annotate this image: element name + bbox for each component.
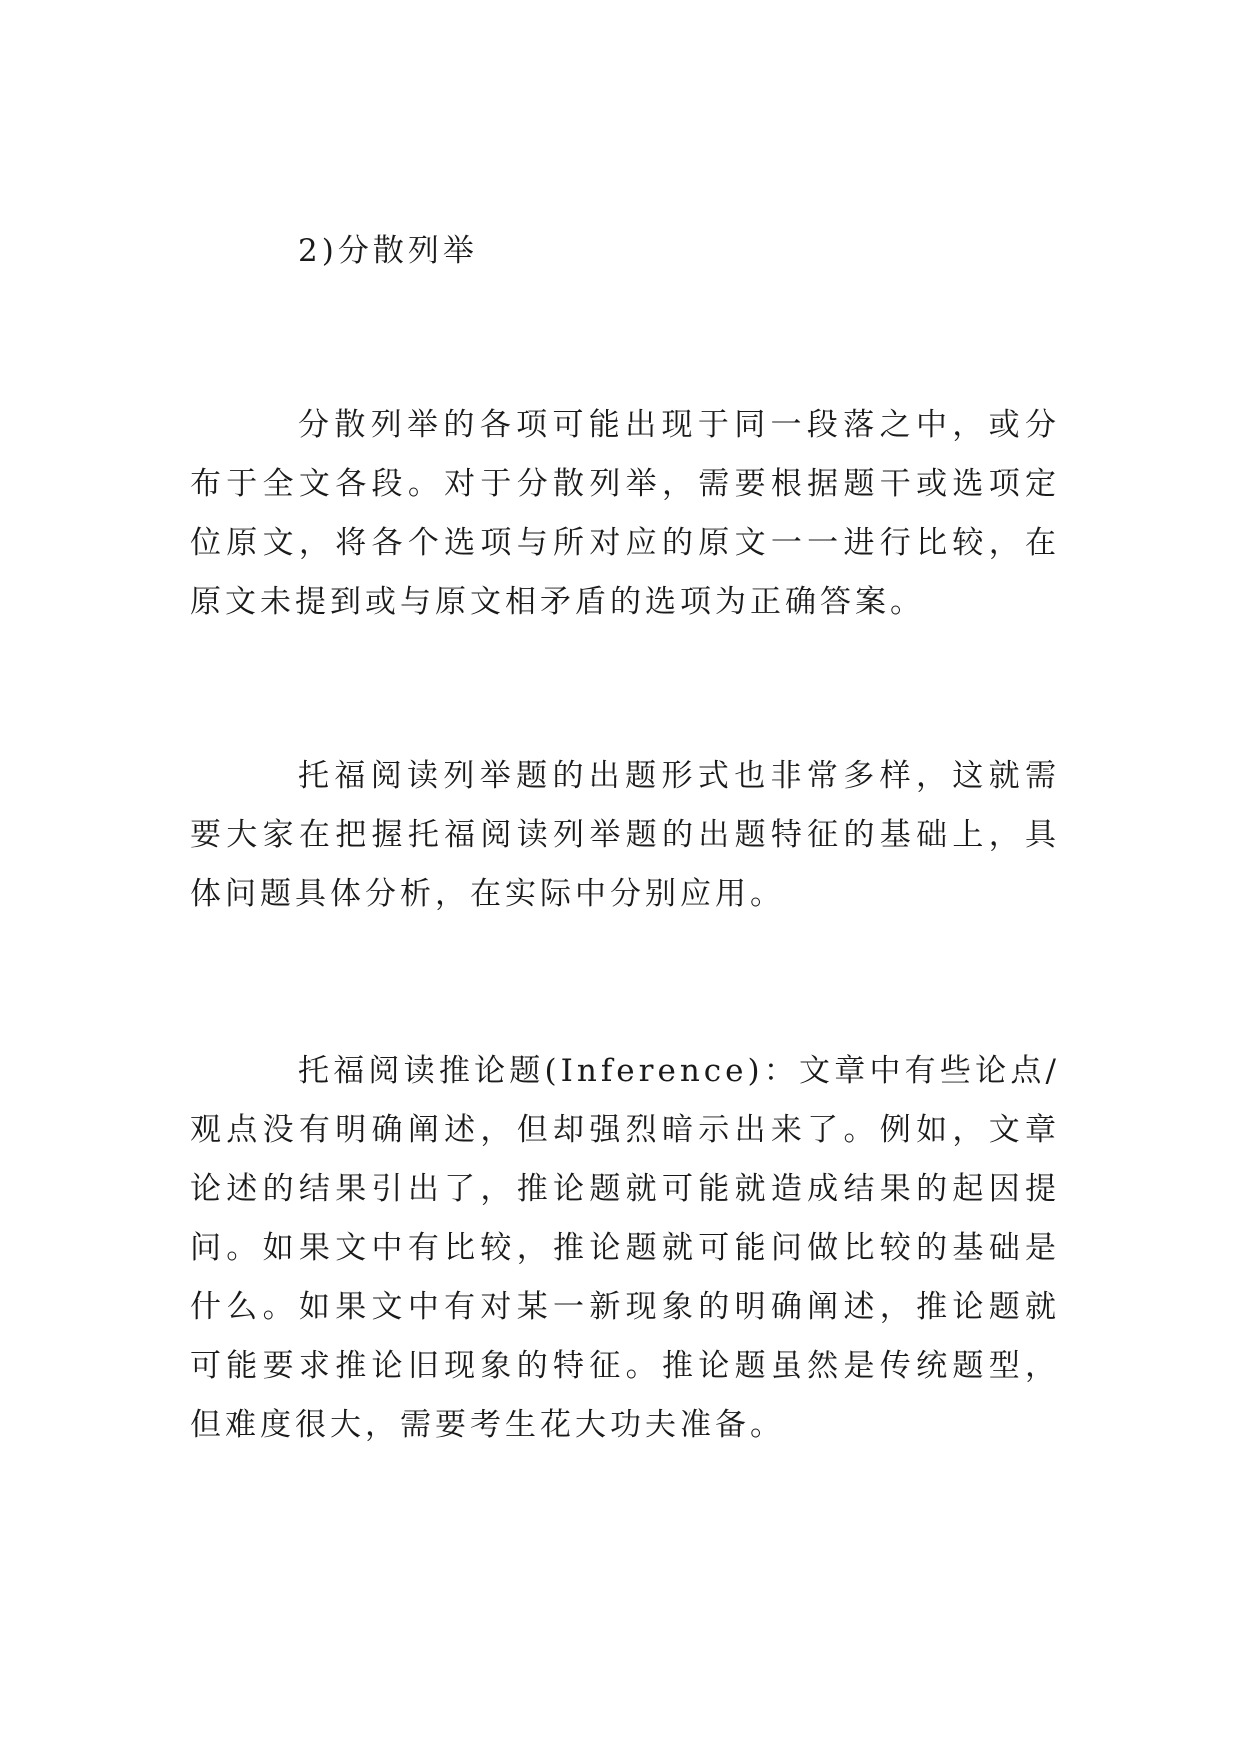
- section-heading: 2)分散列举: [298, 233, 478, 269]
- paragraph-listing-question-forms: 托福阅读列举题的出题形式也非常多样，这就需要大家在把握托福阅读列举题的出题特征的基础上，具体问题具体分析，在实际中分别应用。: [190, 758, 1060, 912]
- paragraph-inference-question: 托福阅读推论题(Inference)：文章中有些论点/观点没有明确阐述，但却强烈暗示出来了。例如，文章论述的结果引出了，推论题就可能就造成结果的起因提问。如果文中有比较，推论题就可能问做比较的基础是什么。如果文中有对某一新现象的明确阐述，推论题就可能要求推论旧现象的特征。推论题虽然是传统题型，但难度很大，需要考生花大功夫准备。: [190, 1053, 1060, 1443]
- paragraph-scattered-listing: 分散列举的各项可能出现于同一段落之中，或分布于全文各段。对于分散列举，需要根据题干或选项定位原文，将各个选项与所对应的原文一一进行比较，在原文未提到或与原文相矛盾的选项为正确答案。: [190, 407, 1060, 620]
- document-body: [190, 222, 1060, 1455]
